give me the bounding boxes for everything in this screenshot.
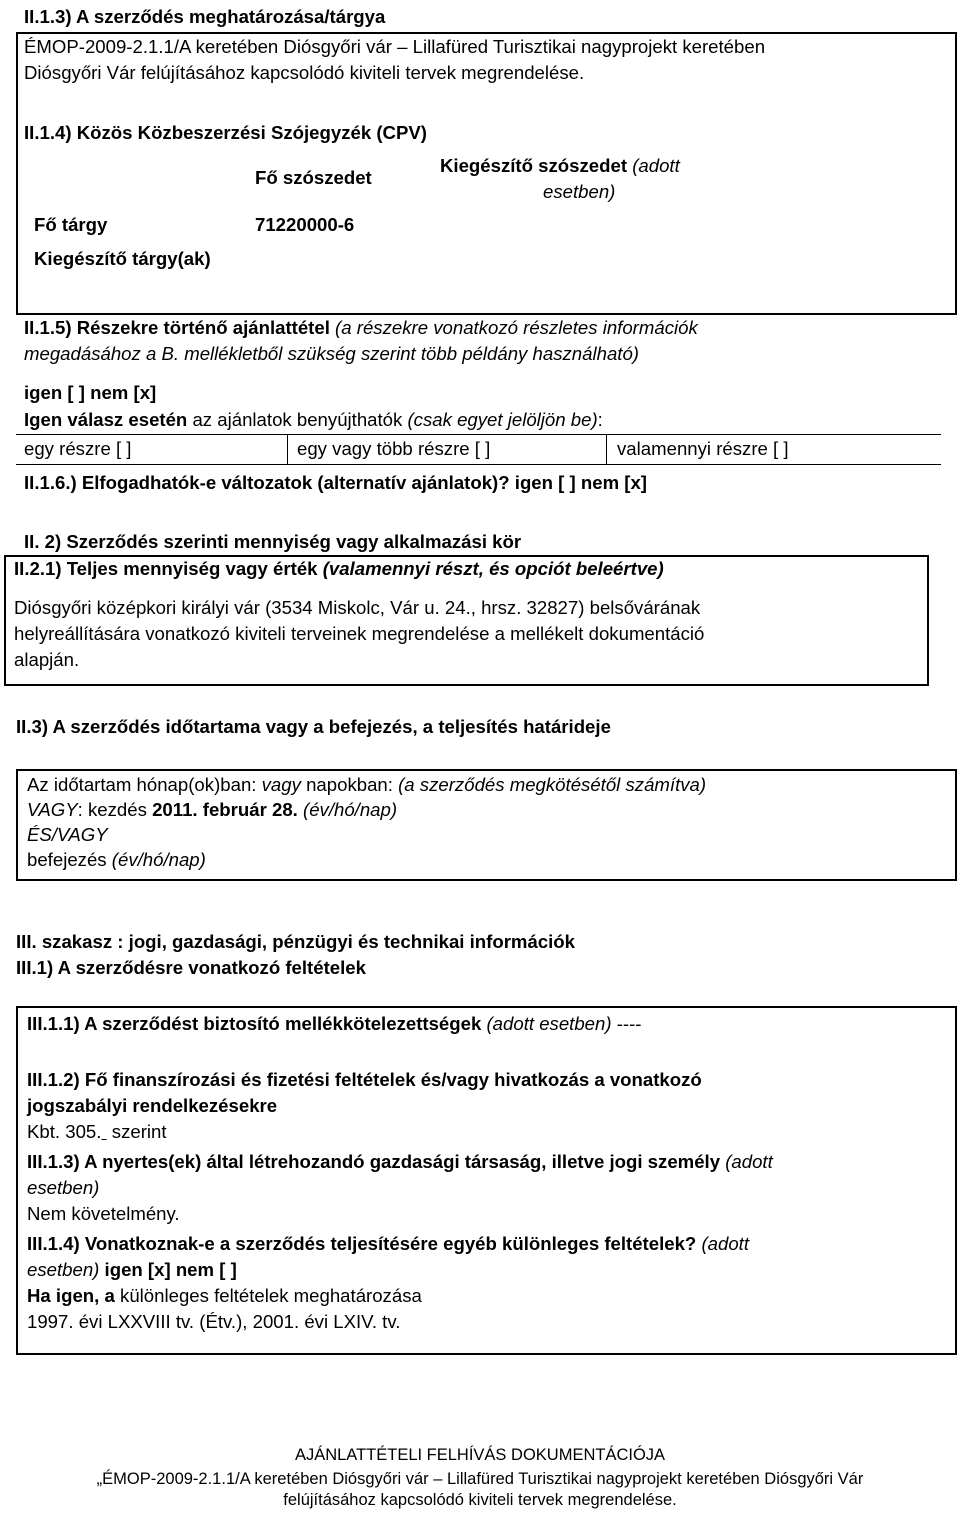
duration-line-3: ÉS/VAGY xyxy=(27,824,108,845)
financing-text: Kbt. 305. szerint xyxy=(27,1121,167,1142)
section-title-ii-1-4: II.1.4) Közös Közbeszerzési Szójegyzék (CPV) xyxy=(24,122,427,143)
options-top-rule xyxy=(16,434,941,435)
footer-title: AJÁNLATTÉTELI FELHÍVÁS DOKUMENTÁCIÓJA xyxy=(294,1446,666,1464)
supp-object-label: Kiegészítő tárgy(ak) xyxy=(34,248,211,269)
options-divider-1 xyxy=(287,434,288,465)
parts-answer: igen [ ] nem [x] xyxy=(24,382,157,403)
option-one-part: egy részre [ ] xyxy=(24,438,132,459)
section-sign-icon xyxy=(101,1121,106,1142)
main-object-code: 71220000-6 xyxy=(255,214,355,235)
supp-vocab-header-cont: esetben) xyxy=(543,181,616,202)
quantity-text-line-3: alapján. xyxy=(14,649,80,670)
section-title-iii-1: III.1) A szerződésre vonatkozó feltételek xyxy=(16,957,366,978)
financing-title-2: jogszabályi rendelkezésekre xyxy=(27,1095,278,1116)
footer-project-line-1: „ÉMOP-2009-2.1.1/A keretében Diósgyőri vár – Lillafüred Turisztikai nagyprojekt keretében Diósgyőri Vár xyxy=(96,1470,864,1488)
financing-title-1: III.1.2) Fő finanszírozási és fizetési feltételek és/vagy hivatkozás a vonatkozó xyxy=(27,1069,702,1090)
legal-form-title-cont: esetben) xyxy=(27,1177,100,1198)
section-title-ii-1-5: II.1.5) Részekre történő ajánlattétel (a részekre vonatkozó részletes információk xyxy=(24,317,698,338)
legal-form-text: Nem követelmény. xyxy=(27,1203,180,1224)
special-conditions-title: III.1.4) Vonatkoznak-e a szerződés teljesítésére egyéb különleges feltételek? (adott xyxy=(27,1233,750,1254)
main-vocab-header: Fő szószedet xyxy=(255,167,372,188)
footer-project-line-2: felújításához kapcsolódó kiviteli tervek megrendelése. xyxy=(283,1491,677,1509)
main-object-label: Fő tárgy xyxy=(34,214,108,235)
duration-line-1: Az időtartam hónap(ok)ban: vagy napokban: (a szerződés megkötésétől számítva) xyxy=(27,774,707,795)
duration-line-4: befejezés (év/hó/nap) xyxy=(27,849,206,870)
section-title-ii-2: II. 2) Szerződés szerinti mennyiség vagy alkalmazási kör xyxy=(24,531,522,552)
if-yes-text: Igen válasz esetén az ajánlatok benyújthatók (csak egyet jelöljön be): xyxy=(24,409,603,430)
variants-question: II.1.6.) Elfogadhatók-e változatok (alternatív ajánlatok)? igen [ ] nem [x] xyxy=(24,472,647,493)
quantity-text-line-1: Diósgyőri középkori királyi vár (3534 Miskolc, Vár u. 24., hrsz. 32827) belsővárának xyxy=(14,597,701,618)
total-quantity-title: II.2.1) Teljes mennyiség vagy érték (valamennyi részt, és opciót beleértve) xyxy=(14,558,664,579)
supp-vocab-header: Kiegészítő szószedet (adott xyxy=(440,155,680,176)
subject-line-1: ÉMOP-2009-2.1.1/A keretében Diósgyőri vár – Lillafüred Turisztikai nagyprojekt keretében xyxy=(24,36,766,57)
options-divider-2 xyxy=(606,434,607,465)
legal-form-title: III.1.3) A nyertes(ek) által létrehozandó gazdasági társaság, illetve jogi személy (adott xyxy=(27,1151,773,1172)
duration-line-2: VAGY: kezdés 2011. február 28. (év/hó/nap) xyxy=(27,799,398,820)
special-conditions-answer: esetben) igen [x] nem [ ] xyxy=(27,1259,237,1280)
quantity-text-line-2: helyreállítására vonatkozó kiviteli terveinek megrendelése a mellékelt dokumentáció xyxy=(14,623,705,644)
section-ii-1-5-note: megadásához a B. mellékletből szükség szerint több példány használható) xyxy=(24,343,639,364)
special-conditions-if-yes: Ha igen, a különleges feltételek meghatározása xyxy=(27,1285,422,1306)
options-bottom-rule xyxy=(16,464,941,465)
special-conditions-law: 1997. évi LXXVIII tv. (Étv.), 2001. évi LXIV. tv. xyxy=(27,1311,401,1332)
option-all-parts: valamennyi részre [ ] xyxy=(617,438,789,459)
section-title-iii: III. szakasz : jogi, gazdasági, pénzügyi és technikai információk xyxy=(16,931,576,952)
subject-line-2: Diósgyőri Vár felújításához kapcsolódó kiviteli tervek megrendelése. xyxy=(24,62,585,83)
guarantees-line: III.1.1) A szerződést biztosító mellékkötelezettségek (adott esetben) ---- xyxy=(27,1013,642,1034)
section-title-ii-3: II.3) A szerződés időtartama vagy a befejezés, a teljesítés határideje xyxy=(16,716,611,737)
option-one-or-more-parts: egy vagy több részre [ ] xyxy=(297,438,491,459)
section-title-ii-1-3: II.1.3) A szerződés meghatározása/tárgya xyxy=(24,6,386,27)
